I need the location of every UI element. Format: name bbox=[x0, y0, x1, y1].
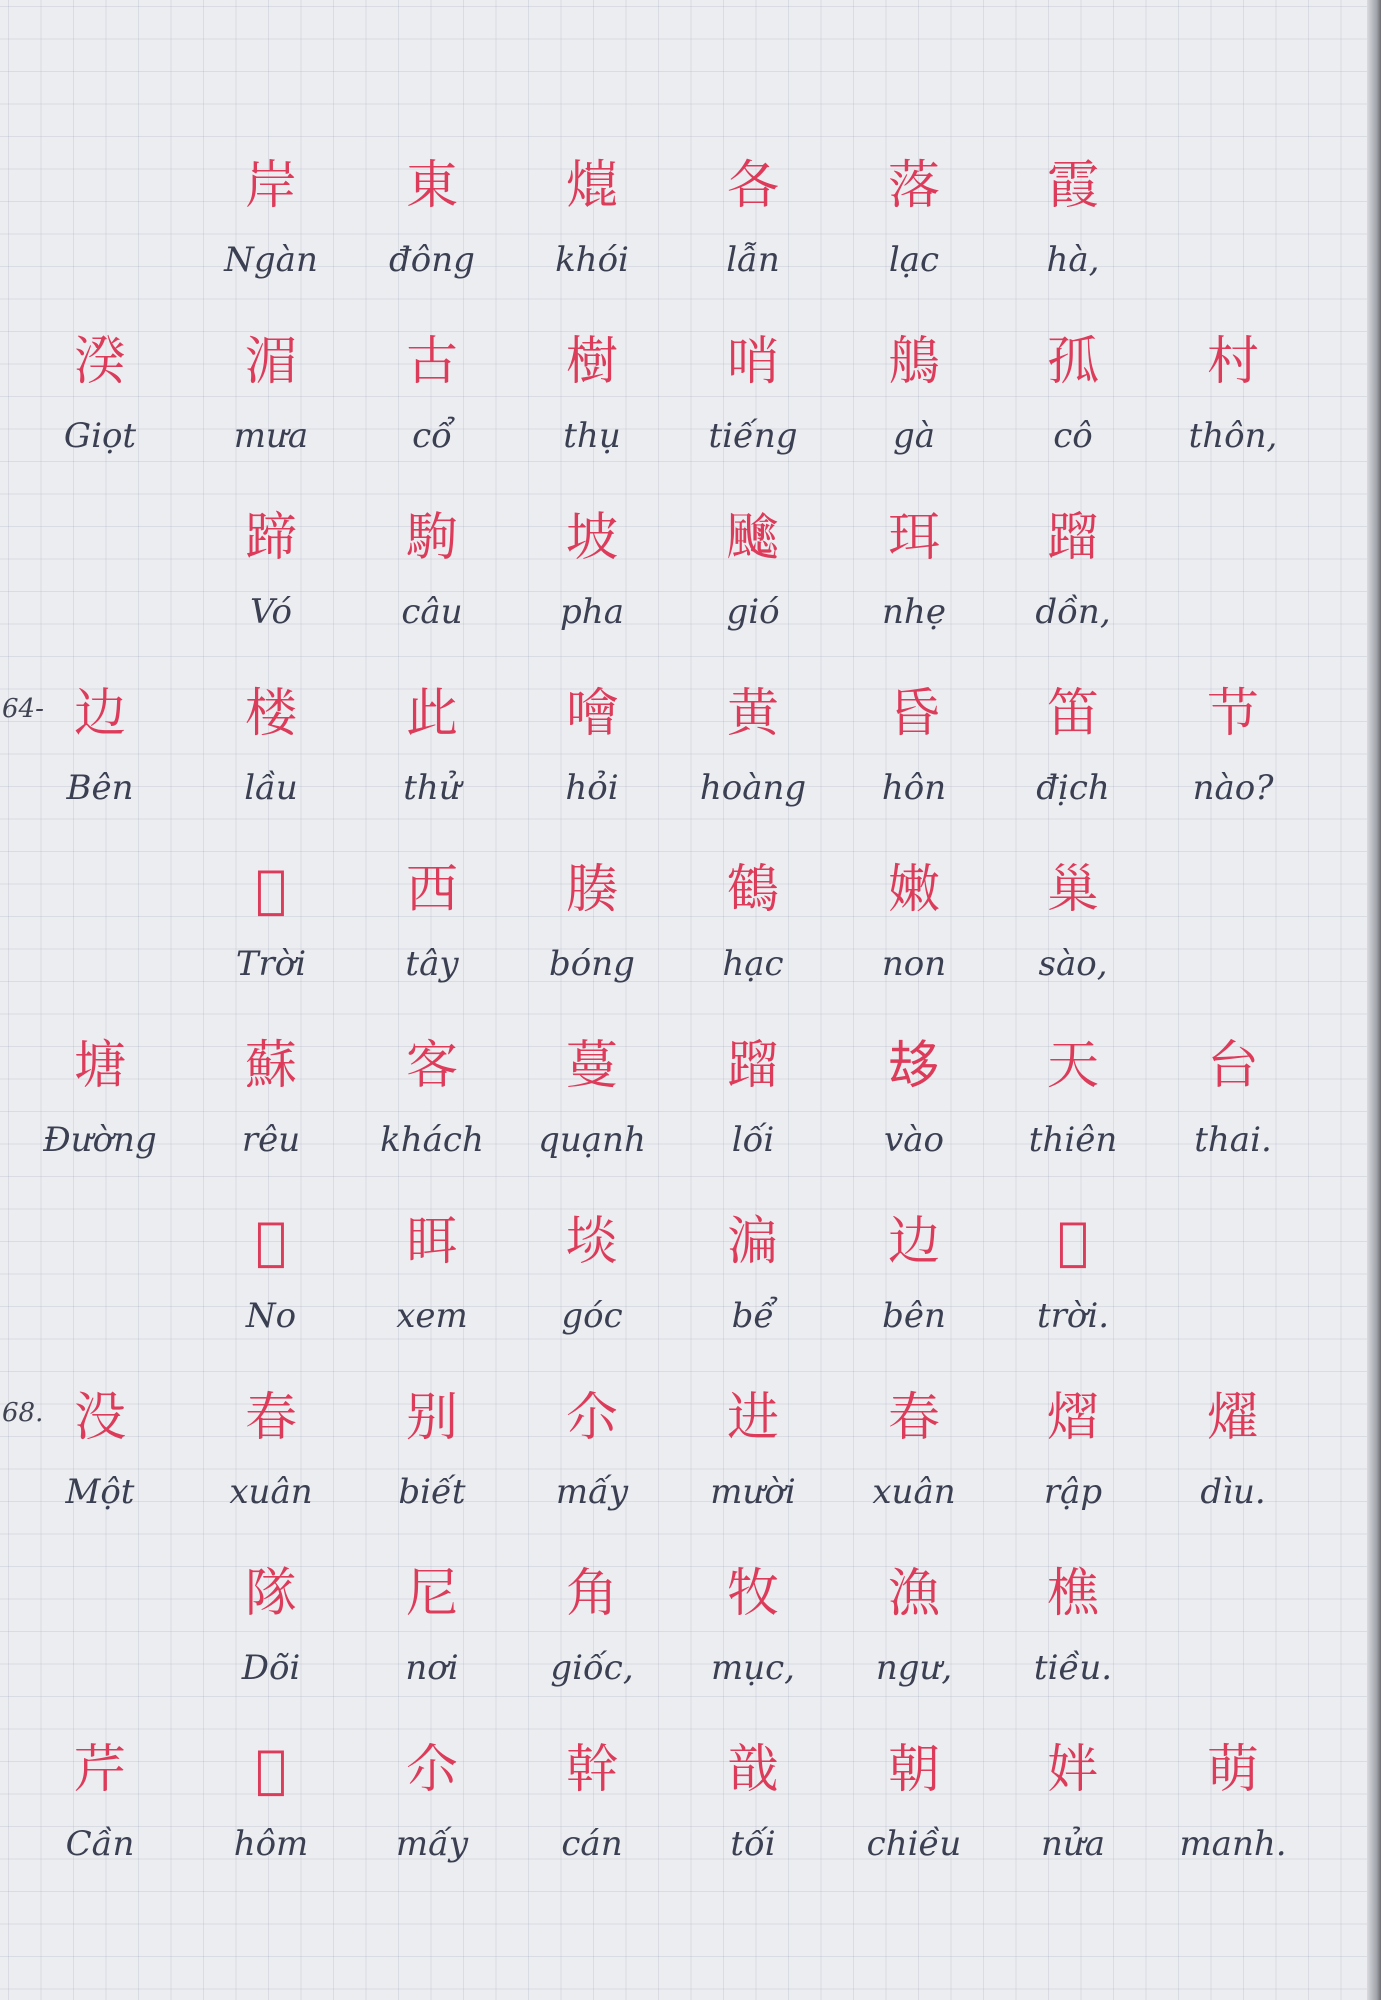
chinese-character: 蔓 bbox=[565, 1036, 618, 1096]
quoc-ngu-word: cán bbox=[561, 1824, 623, 1864]
quoc-ngu-word: lẫn bbox=[726, 240, 780, 280]
line-number: 64- bbox=[2, 694, 44, 724]
quoc-ngu-word: mười bbox=[710, 1472, 796, 1512]
chinese-character: 埮 bbox=[565, 1212, 618, 1272]
quoc-ngu-word: thai. bbox=[1194, 1120, 1272, 1160]
chinese-character: 萌 bbox=[1206, 1740, 1259, 1800]
quoc-ngu-word: pha bbox=[560, 592, 624, 632]
chinese-character: 孤 bbox=[1046, 332, 1099, 392]
quoc-ngu-word: địch bbox=[1036, 768, 1110, 808]
chinese-character: 尒 bbox=[405, 1740, 458, 1800]
quoc-ngu-word: xuân bbox=[229, 1472, 313, 1512]
quoc-ngu-word: gió bbox=[726, 592, 780, 632]
quoc-ngu-word: khách bbox=[380, 1120, 484, 1160]
quoc-ngu-word: Ngàn bbox=[224, 240, 318, 280]
quoc-ngu-row bbox=[0, 1276, 1381, 1356]
chinese-row bbox=[0, 1196, 1381, 1288]
chinese-character: 蹓 bbox=[726, 1036, 779, 1096]
chinese-row bbox=[0, 844, 1381, 936]
chinese-character: 塘 bbox=[73, 1036, 126, 1096]
chinese-character: 芹 bbox=[73, 1740, 126, 1800]
quoc-ngu-word: nào? bbox=[1192, 768, 1274, 808]
chinese-character: 蘇 bbox=[244, 1036, 297, 1096]
quoc-ngu-row bbox=[0, 748, 1381, 828]
quoc-ngu-word: hạc bbox=[722, 944, 784, 984]
chinese-character: 𣋚 bbox=[255, 1740, 287, 1800]
quoc-ngu-word: xuân bbox=[872, 1472, 956, 1512]
chinese-character: 巢 bbox=[1046, 860, 1099, 920]
quoc-ngu-word: cổ bbox=[412, 416, 452, 456]
quoc-ngu-word: Dõi bbox=[241, 1648, 301, 1688]
quoc-ngu-word: khói bbox=[555, 240, 629, 280]
chinese-character: 黄 bbox=[726, 684, 779, 744]
quoc-ngu-word: chiều bbox=[866, 1824, 962, 1864]
chinese-character: 𡗶 bbox=[1057, 1212, 1089, 1272]
quoc-ngu-word: vào bbox=[884, 1120, 944, 1160]
quoc-ngu-word: rập bbox=[1043, 1472, 1103, 1512]
quoc-ngu-word: xem bbox=[396, 1296, 468, 1336]
quoc-ngu-word: mấy bbox=[555, 1472, 629, 1512]
chinese-character: 村 bbox=[1206, 332, 1259, 392]
chinese-character: 各 bbox=[726, 156, 779, 216]
chinese-character: 駒 bbox=[405, 508, 458, 568]
quoc-ngu-row bbox=[0, 924, 1381, 1004]
chinese-character: 東 bbox=[405, 156, 458, 216]
quoc-ngu-word: lầu bbox=[244, 768, 298, 808]
chinese-character: 樹 bbox=[565, 332, 618, 392]
quoc-ngu-word: Cần bbox=[65, 1824, 135, 1864]
chinese-character: 落 bbox=[887, 156, 940, 216]
chinese-character: 𠫾 bbox=[887, 1036, 940, 1096]
chinese-character: 燿 bbox=[1206, 1388, 1259, 1448]
chinese-character: 古 bbox=[405, 332, 458, 392]
chinese-character: 樵 bbox=[1046, 1564, 1099, 1624]
chinese-character: 楼 bbox=[244, 684, 297, 744]
quoc-ngu-word: nơi bbox=[405, 1648, 459, 1688]
chinese-character: 漁 bbox=[887, 1564, 940, 1624]
quoc-ngu-row bbox=[0, 1804, 1381, 1884]
quoc-ngu-word: tây bbox=[405, 944, 459, 984]
quoc-ngu-word: giốc, bbox=[550, 1648, 634, 1688]
quoc-ngu-word: bóng bbox=[549, 944, 635, 984]
chinese-character: 西 bbox=[405, 860, 458, 920]
chinese-row bbox=[0, 492, 1381, 584]
chinese-character: 节 bbox=[1206, 684, 1259, 744]
chinese-character: 霞 bbox=[1046, 156, 1099, 216]
quoc-ngu-word: thử bbox=[403, 768, 461, 808]
quoc-ngu-word: dồn, bbox=[1035, 592, 1111, 632]
quoc-ngu-row bbox=[0, 572, 1381, 652]
quoc-ngu-word: bên bbox=[882, 1296, 946, 1336]
quoc-ngu-word: manh. bbox=[1179, 1824, 1287, 1864]
quoc-ngu-word: thụ bbox=[563, 416, 621, 456]
quoc-ngu-word: ngư, bbox=[875, 1648, 953, 1688]
quoc-ngu-word: non bbox=[881, 944, 947, 984]
chinese-character: 没 bbox=[73, 1388, 126, 1448]
chinese-character: 客 bbox=[405, 1036, 458, 1096]
chinese-row bbox=[0, 1724, 1381, 1816]
chinese-character: 笛 bbox=[1046, 684, 1099, 744]
chinese-row bbox=[0, 1548, 1381, 1640]
chinese-character: 蹄 bbox=[244, 508, 297, 568]
quoc-ngu-word: tối bbox=[730, 1824, 776, 1864]
quoc-ngu-word: đông bbox=[389, 240, 475, 280]
quoc-ngu-word: cô bbox=[1053, 416, 1093, 456]
chinese-character: 边 bbox=[887, 1212, 940, 1272]
chinese-character: 鵃 bbox=[887, 332, 940, 392]
quoc-ngu-word: hà, bbox=[1046, 240, 1100, 280]
quoc-ngu-word: nửa bbox=[1040, 1824, 1106, 1864]
quoc-ngu-word: rêu bbox=[241, 1120, 301, 1160]
chinese-character: 角 bbox=[565, 1564, 618, 1624]
chinese-row bbox=[0, 140, 1381, 232]
chinese-character: 岸 bbox=[244, 156, 297, 216]
line-number: 68. bbox=[2, 1398, 44, 1428]
quoc-ngu-word: Giọt bbox=[63, 416, 137, 456]
quoc-ngu-row bbox=[0, 396, 1381, 476]
chinese-character: 幹 bbox=[565, 1740, 618, 1800]
chinese-character: 边 bbox=[73, 684, 126, 744]
chinese-character: 湀 bbox=[73, 332, 126, 392]
quoc-ngu-word: mục, bbox=[711, 1648, 795, 1688]
quoc-ngu-word: tiếng bbox=[708, 416, 798, 456]
quoc-ngu-word: lối bbox=[731, 1120, 775, 1160]
quoc-ngu-word: Vó bbox=[250, 592, 292, 632]
quoc-ngu-word: trời. bbox=[1036, 1296, 1110, 1336]
chinese-character: 昏 bbox=[887, 684, 940, 744]
chinese-character: 鶴 bbox=[726, 860, 779, 920]
quoc-ngu-word: Một bbox=[65, 1472, 135, 1512]
quoc-ngu-word: thôn, bbox=[1188, 416, 1278, 456]
chinese-character: 尼 bbox=[405, 1564, 458, 1624]
chinese-character: 戠 bbox=[726, 1740, 779, 1800]
chinese-row bbox=[0, 668, 1381, 760]
chinese-character: 𡗶 bbox=[255, 860, 287, 920]
chinese-character: 坡 bbox=[565, 508, 618, 568]
chinese-character: 蹓 bbox=[1046, 508, 1099, 568]
quoc-ngu-word: hoàng bbox=[699, 768, 807, 808]
quoc-ngu-word: sào, bbox=[1038, 944, 1108, 984]
quoc-ngu-word: hôm bbox=[233, 1824, 309, 1864]
chinese-character: 天 bbox=[1046, 1036, 1099, 1096]
chinese-character: 珥 bbox=[887, 508, 940, 568]
chinese-character: 隊 bbox=[244, 1564, 297, 1624]
quoc-ngu-row bbox=[0, 1452, 1381, 1532]
chinese-character: 哨 bbox=[726, 332, 779, 392]
chinese-row bbox=[0, 316, 1381, 408]
quoc-ngu-row bbox=[0, 1100, 1381, 1180]
chinese-character: 朝 bbox=[887, 1740, 940, 1800]
quoc-ngu-word: biết bbox=[398, 1472, 466, 1512]
chinese-character: 春 bbox=[887, 1388, 940, 1448]
quoc-ngu-word: góc bbox=[561, 1296, 623, 1336]
quoc-ngu-word: thiên bbox=[1028, 1120, 1118, 1160]
chinese-character: 尒 bbox=[565, 1388, 618, 1448]
chinese-character: 别 bbox=[405, 1388, 458, 1448]
quoc-ngu-word: Đường bbox=[43, 1120, 157, 1160]
quoc-ngu-word: mấy bbox=[395, 1824, 469, 1864]
quoc-ngu-row bbox=[0, 1628, 1381, 1708]
quoc-ngu-word: quạnh bbox=[538, 1120, 646, 1160]
chinese-row bbox=[0, 1372, 1381, 1464]
quoc-ngu-word: gà bbox=[892, 416, 936, 456]
chinese-character: 湄 bbox=[244, 332, 297, 392]
chinese-character: 𩛂 bbox=[255, 1212, 287, 1272]
chinese-character: 噲 bbox=[565, 684, 618, 744]
chinese-character: 此 bbox=[405, 684, 458, 744]
quoc-ngu-word: dìu. bbox=[1200, 1472, 1266, 1512]
quoc-ngu-row bbox=[0, 220, 1381, 300]
quoc-ngu-word: Bên bbox=[66, 768, 134, 808]
quoc-ngu-word: bể bbox=[731, 1296, 775, 1336]
chinese-character: 眲 bbox=[405, 1212, 458, 1272]
chinese-character: 嫩 bbox=[887, 860, 940, 920]
chinese-character: 熴 bbox=[565, 156, 618, 216]
chinese-character: 腠 bbox=[565, 860, 618, 920]
quoc-ngu-word: câu bbox=[401, 592, 463, 632]
chinese-character: 㴜 bbox=[726, 1212, 779, 1272]
quoc-ngu-word: No bbox=[245, 1296, 297, 1336]
quoc-ngu-word: hôn bbox=[881, 768, 947, 808]
chinese-row bbox=[0, 1020, 1381, 1112]
chinese-character: 进 bbox=[726, 1388, 779, 1448]
quoc-ngu-word: tiều. bbox=[1033, 1648, 1113, 1688]
chinese-character: 台 bbox=[1206, 1036, 1259, 1096]
chinese-character: 熠 bbox=[1046, 1388, 1099, 1448]
quoc-ngu-word: Trời bbox=[235, 944, 307, 984]
quoc-ngu-word: mưa bbox=[233, 416, 309, 456]
chinese-character: 𩙍 bbox=[726, 508, 780, 568]
quoc-ngu-word: hỏi bbox=[565, 768, 619, 808]
quoc-ngu-word: nhẹ bbox=[882, 592, 946, 632]
chinese-character: 春 bbox=[244, 1388, 297, 1448]
chinese-character: 姅 bbox=[1046, 1740, 1099, 1800]
quoc-ngu-word: lạc bbox=[888, 240, 940, 280]
chinese-character: 牧 bbox=[726, 1564, 779, 1624]
